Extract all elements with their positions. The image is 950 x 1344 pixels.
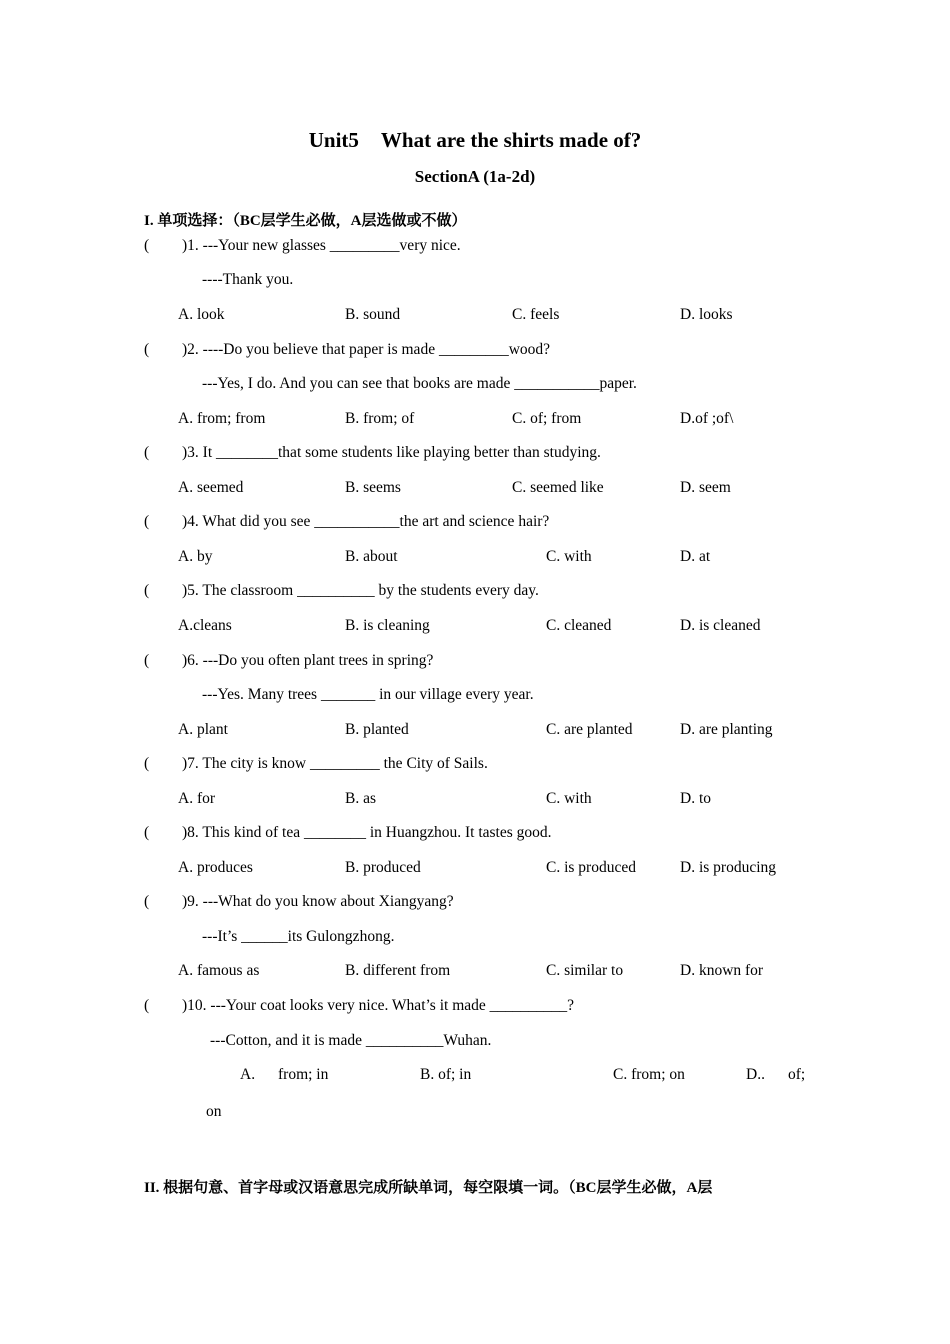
question-stem: )9. ---What do you know about Xiangyang? [182, 893, 454, 910]
option-a: from; in [278, 1066, 329, 1083]
option-d-wrap: on [206, 1103, 222, 1120]
question-stem: )8. This kind of tea ________ in Huangzhou. It tastes good. [182, 824, 552, 841]
question-reply: ----Thank you. [202, 271, 294, 288]
option-d: D. are planting [680, 721, 773, 738]
option-d: D. seem [680, 479, 731, 496]
option-b: B. sound [345, 306, 401, 323]
answer-paren[interactable]: ( [144, 824, 150, 841]
option-a: A. by [178, 548, 213, 565]
option-c: C. cleaned [546, 617, 612, 634]
option-c: C. with [546, 548, 592, 565]
option-b: B. of; in [420, 1066, 472, 1083]
option-d: D. known for [680, 962, 764, 979]
answer-paren[interactable]: ( [144, 893, 150, 910]
option-b: B. is cleaning [345, 617, 430, 634]
option-c: C. similar to [546, 962, 624, 979]
option-d: D. is producing [680, 859, 777, 876]
question-stem: )1. ---Your new glasses _________very nice. [182, 237, 461, 254]
option-a: A. famous as [178, 962, 260, 979]
question-stem: )7. The city is know _________ the City of Sails. [182, 755, 488, 772]
answer-paren[interactable]: ( [144, 652, 150, 669]
option-b: B. from; of [345, 410, 415, 427]
question-stem: )3. It ________that some students like playing better than studying. [182, 444, 601, 461]
answer-paren[interactable]: ( [144, 444, 150, 461]
option-a: A.cleans [178, 617, 232, 634]
option-a: A. from; from [178, 410, 266, 427]
section-heading-2: II. 根据句意、首字母或汉语意思完成所缺单词，每空限填一词。（BC层学生必做，A层 [144, 1180, 713, 1196]
question-reply: ---Cotton, and it is made __________Wuhan. [210, 1032, 492, 1049]
page-title [0, 128, 950, 153]
question-reply: ---It’s ______its Gulongzhong. [202, 928, 395, 945]
question-stem: )5. The classroom __________ by the students every day. [182, 582, 539, 599]
answer-paren[interactable]: ( [144, 997, 150, 1014]
option-d-letter: D.. [746, 1066, 765, 1083]
question-stem: )4. What did you see ___________the art and science hair? [182, 513, 550, 530]
option-d: D. is cleaned [680, 617, 761, 634]
answer-paren[interactable]: ( [144, 755, 150, 772]
option-c: C. is produced [546, 859, 636, 876]
answer-paren[interactable]: ( [144, 513, 150, 530]
title-unit: Unit5 [308, 128, 359, 152]
option-c: C. from; on [613, 1066, 685, 1083]
option-a: A. look [178, 306, 225, 323]
option-a: A. plant [178, 721, 228, 738]
answer-paren[interactable]: ( [144, 237, 150, 254]
option-a: A. for [178, 790, 216, 807]
option-c: C. with [546, 790, 592, 807]
option-a: A. produces [178, 859, 253, 876]
option-b: B. about [345, 548, 398, 565]
option-c: C. seemed like [512, 479, 604, 496]
option-d: D. looks [680, 306, 733, 323]
option-b: B. produced [345, 859, 421, 876]
option-d: D. at [680, 548, 711, 565]
question-stem: )10. ---Your coat looks very nice. What’s it made __________? [182, 997, 575, 1014]
question-stem: )2. ----Do you believe that paper is made _________wood? [182, 341, 551, 358]
question-reply: ---Yes, I do. And you can see that books are made ___________paper. [202, 375, 637, 392]
question-stem: )6. ---Do you often plant trees in spring? [182, 652, 434, 669]
question-reply: ---Yes. Many trees _______ in our village every year. [202, 686, 534, 703]
option-b: B. different from [345, 962, 451, 979]
section-heading-1: I. 单项选择：（BC层学生必做，A层选做或不做） [144, 213, 467, 229]
option-d: D. to [680, 790, 711, 807]
option-d: D.of ;of\ [680, 410, 734, 427]
option-c: C. of; from [512, 410, 582, 427]
answer-paren[interactable]: ( [144, 341, 150, 358]
option-d: of; [788, 1066, 806, 1083]
answer-paren[interactable]: ( [144, 582, 150, 599]
option-c: C. are planted [546, 721, 633, 738]
title-text: What are the shirts made of? [380, 128, 642, 152]
option-a-letter: A. [240, 1066, 256, 1083]
page-subtitle: SectionA (1a-2d) [414, 167, 536, 186]
option-c: C. feels [512, 306, 560, 323]
option-a: A. seemed [178, 479, 244, 496]
option-b: B. as [345, 790, 376, 807]
option-b: B. seems [345, 479, 401, 496]
option-b: B. planted [345, 721, 409, 738]
